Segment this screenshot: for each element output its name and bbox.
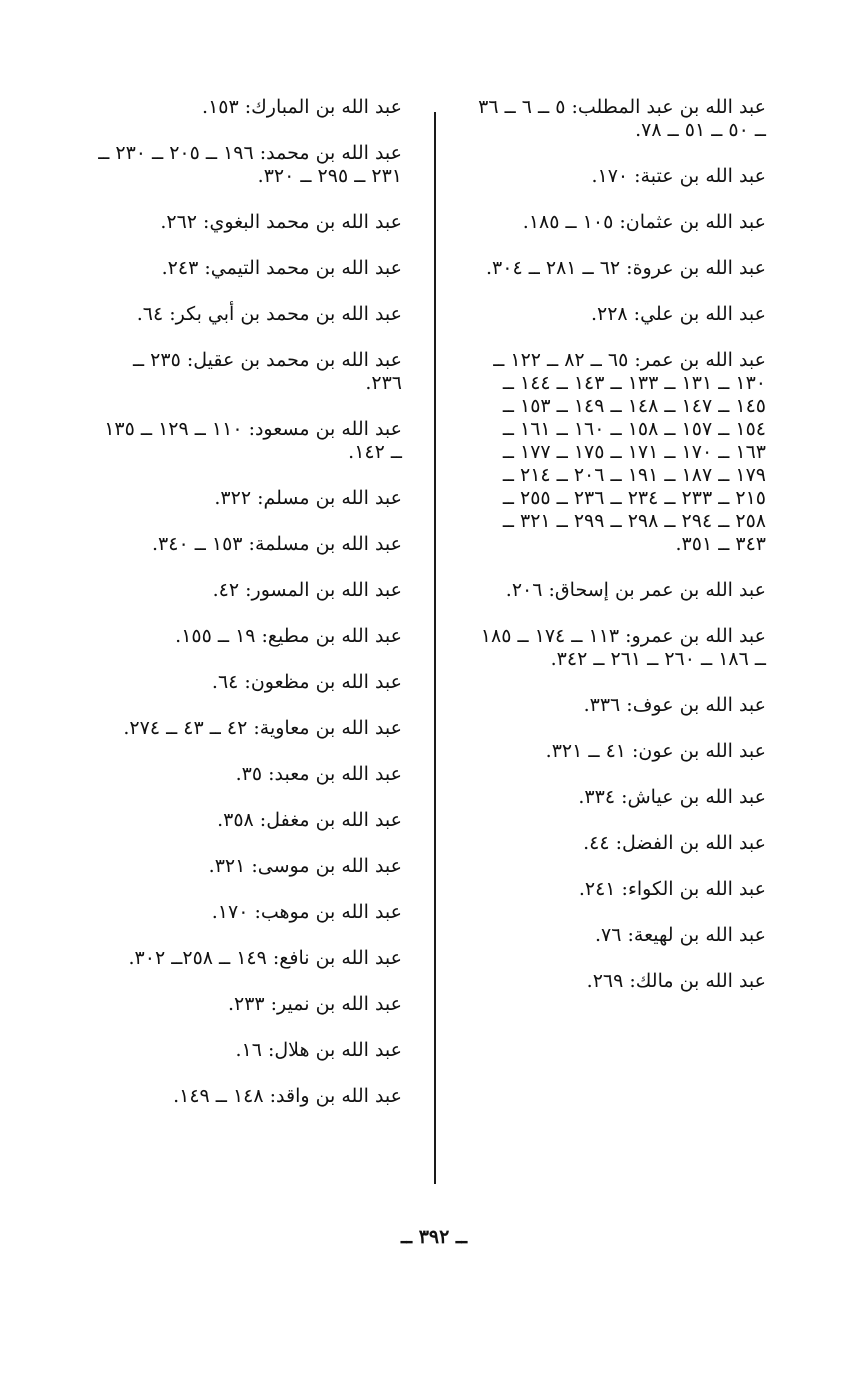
index-entry: عبد الله بن عمر: ٦٥ ــ ٨٢ ــ ١٢٢ ــ ١٣٠ ــ ١٣١ ــ ١٣٣ ــ ١٤٣ ــ ١٤٤ ــ ١٤٥ ــ ١٤٧ ــ ١٤٨ ــ ١٤٩ ــ ١٥٣ ــ ١٥٤ ــ ١٥٧ ــ ١٥٨ ــ ١٦٠ ــ ١٦١ ــ ١٦٣ ــ ١٧٠ ــ ١٧١ ــ ١٧٥ ــ ١٧٧ ــ ١٧٩ ــ ١٨٧ ــ ١٩١ ــ ٢٠٦ ــ ٢١٤ ــ ٢١٥ ــ ٢٣٣ ــ ٢٣٤ ــ ٢٣٦ ــ ٢٥٥ ــ ٢٥٨ ــ ٢٩٤ ــ ٢٩٨ ــ ٢٩٩ ــ ٣٢١ ــ ٣٤٣ ــ ٣٥١. [493, 349, 766, 555]
index-entry: عبد الله بن موهب: ١٧٠. [211, 901, 402, 923]
index-entry: عبد الله بن عمر بن إسحاق: ٢٠٦. [505, 579, 766, 601]
index-entry: عبد الله بن مسلمة: ١٥٣ ــ ٣٤٠. [151, 533, 402, 555]
index-entry: عبد الله بن محمد البغوي: ٢٦٢. [160, 211, 402, 233]
index-entry: عبد الله بن علي: ٢٢٨. [590, 303, 766, 325]
index-entry: عبد الله بن الكواء: ٢٤١. [578, 878, 766, 900]
index-entry: عبد الله بن مغفل: ٣٥٨. [217, 809, 402, 831]
index-entry: عبد الله بن عبد المطلب: ٥ ــ ٦ ــ ٣٦ ــ ٥٠ ــ ٥١ ــ ٧٨. [478, 96, 766, 141]
index-entry: عبد الله بن المبارك: ١٥٣. [202, 96, 402, 118]
index-entry: عبد الله بن مطيع: ١٩ ــ ١٥٥. [175, 625, 402, 647]
index-entry: عبد الله بن عروة: ٦٢ ــ ٢٨١ ــ ٣٠٤. [485, 257, 766, 279]
index-entry: عبد الله بن مسلم: ٣٢٢. [214, 487, 402, 509]
index-entry: عبد الله بن عون: ٤١ ــ ٣٢١. [545, 740, 766, 762]
index-entry: عبد الله بن عمرو: ١١٣ ــ ١٧٤ ــ ١٨٥ ــ ١٨٦ ــ ٢٦٠ ــ ٢٦١ ــ ٣٤٢. [480, 625, 766, 670]
page-number: ــ ٣٩٢ ــ [400, 1226, 468, 1248]
index-entry: عبد الله بن نافع: ١٤٩ ــ ٢٥٨ــ ٣٠٢. [128, 947, 402, 969]
index-entry: عبد الله بن معبد: ٣٥. [235, 763, 402, 785]
index-entry: عبد الله بن نمير: ٢٣٣. [227, 993, 402, 1015]
index-column-left [98, 96, 402, 1131]
index-entry: عبد الله بن معاوية: ٤٢ ــ ٤٣ ــ ٢٧٤. [123, 717, 402, 739]
index-entry: عبد الله بن محمد التيمي: ٢٤٣. [161, 257, 402, 279]
index-entry: عبد الله بن واقد: ١٤٨ ــ ١٤٩. [173, 1085, 402, 1107]
index-entry: عبد الله بن عثمان: ١٠٥ ــ ١٨٥. [522, 211, 766, 233]
index-entry: عبد الله بن لهيعة: ٧٦. [594, 924, 766, 946]
index-entry: عبد الله بن هلال: ١٦. [235, 1039, 402, 1061]
index-entry: عبد الله بن موسى: ٣٢١. [208, 855, 402, 877]
index-entry: عبد الله بن محمد بن عقيل: ٢٣٥ ــ ٢٣٦. [132, 349, 402, 394]
index-entry: عبد الله بن المسور: ٤٢. [212, 579, 402, 601]
index-entry: عبد الله بن مظعون: ٦٤. [211, 671, 402, 693]
index-entry: عبد الله بن مالك: ٢٦٩. [586, 970, 766, 992]
index-entry: عبد الله بن مسعود: ١١٠ ــ ١٢٩ ــ ١٣٥ ــ ١٤٢. [104, 418, 402, 463]
index-entry: عبد الله بن عوف: ٣٣٦. [583, 694, 766, 716]
index-column-right [470, 96, 766, 1016]
index-entry: عبد الله بن محمد بن أبي بكر: ٦٤. [136, 303, 402, 325]
column-divider [434, 112, 436, 1184]
index-entry: عبد الله بن عتبة: ١٧٠. [591, 165, 766, 187]
index-entry: عبد الله بن محمد: ١٩٦ ــ ٢٠٥ ــ ٢٣٠ ــ ٢٣١ ــ ٢٩٥ ــ ٣٢٠. [98, 142, 402, 187]
index-entry: عبد الله بن عياش: ٣٣٤. [578, 786, 766, 808]
index-entry: عبد الله بن الفضل: ٤٤. [583, 832, 766, 854]
